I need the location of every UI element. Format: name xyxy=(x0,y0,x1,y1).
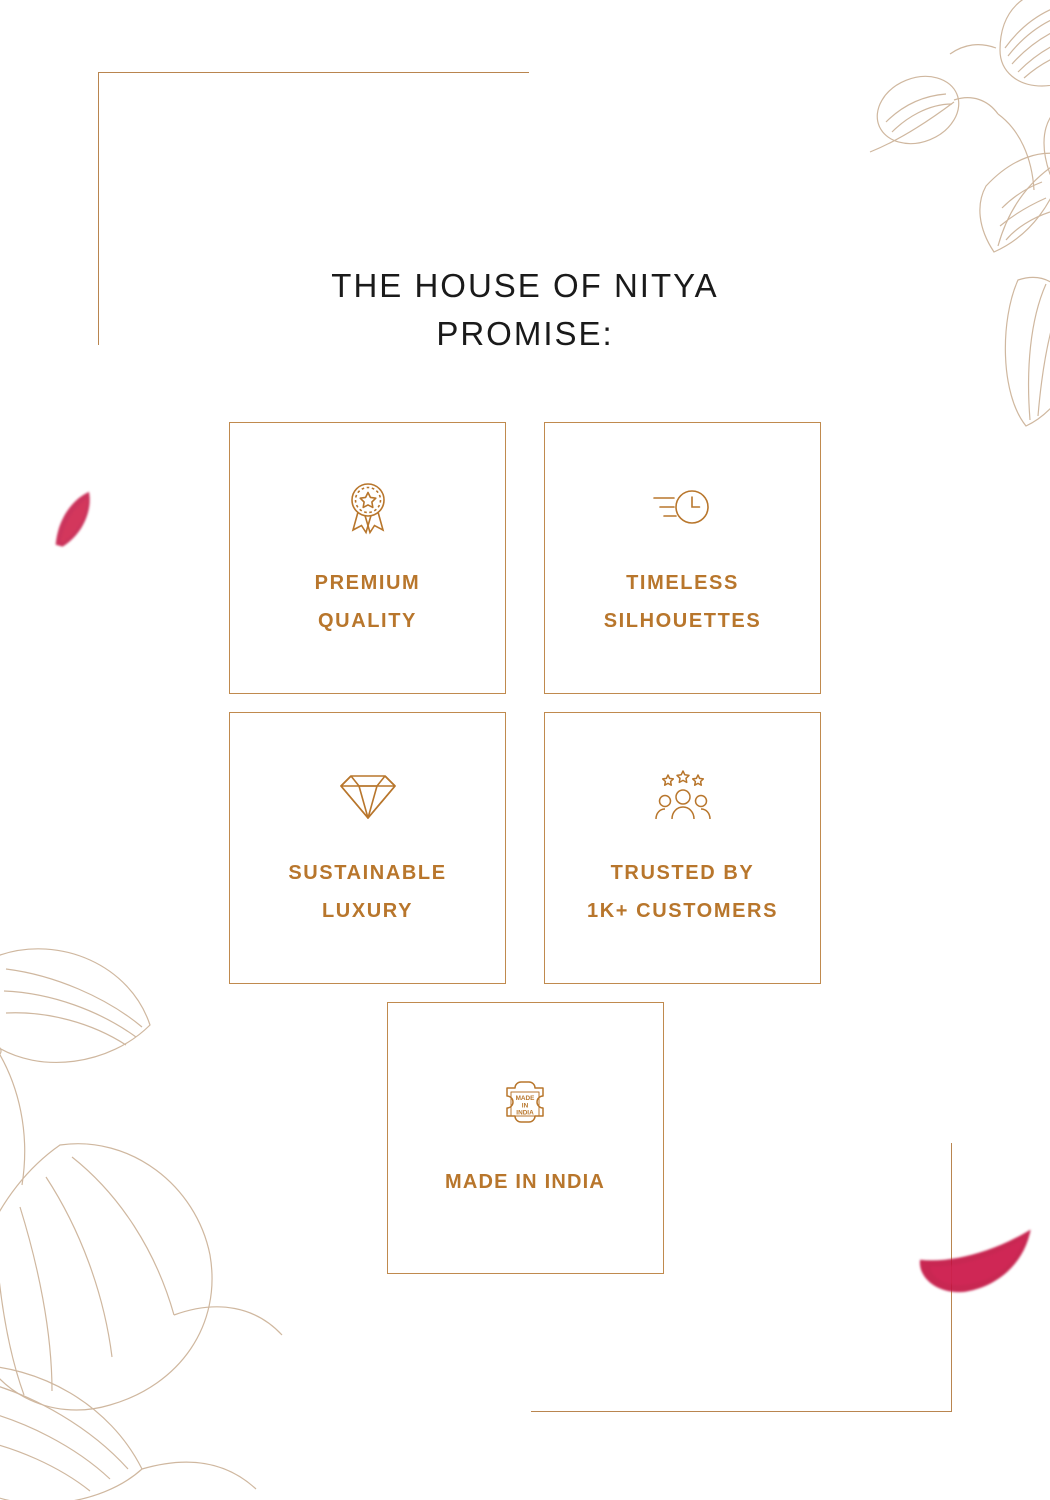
fast-clock-icon xyxy=(650,476,716,538)
promise-card-label-line-1: TIMELESS xyxy=(626,571,739,594)
promise-card-label xyxy=(276,854,458,930)
award-ribbon-icon xyxy=(341,476,395,538)
promise-card-label-line-2: SILHOUETTES xyxy=(603,609,762,632)
promise-card-timeless-silhouettes xyxy=(544,422,821,694)
promise-card-premium-quality xyxy=(229,422,506,694)
promise-card-label xyxy=(303,564,433,640)
promise-card-label xyxy=(592,564,774,640)
promise-card-label-line-2: 1K+ CUSTOMERS xyxy=(586,899,779,922)
diamond-icon xyxy=(337,766,399,828)
svg-text:MADE: MADE xyxy=(515,1094,535,1102)
promise-cards-grid-last-row xyxy=(229,1002,821,1274)
promise-card-label-line-2: LUXURY xyxy=(321,899,414,922)
promise-cards-grid xyxy=(229,422,821,984)
page-title-line-1: THE HOUSE OF NITYA xyxy=(331,267,719,304)
promise-card-label-line-1: MADE IN INDIA xyxy=(444,1170,606,1193)
customers-stars-icon xyxy=(652,766,714,828)
promise-card-label-line-1: PREMIUM xyxy=(314,571,421,594)
page-title xyxy=(245,262,805,358)
promise-card-label-line-2: QUALITY xyxy=(318,609,417,632)
svg-text:IN: IN xyxy=(521,1102,529,1110)
made-in-india-badge-icon xyxy=(497,1075,553,1137)
promise-card-sustainable-luxury xyxy=(229,712,506,984)
svg-text:INDIA: INDIA xyxy=(516,1109,534,1117)
promise-card-label xyxy=(575,854,790,930)
promise-card-label-line-1: TRUSTED BY xyxy=(610,861,755,884)
promise-card-trusted-customers xyxy=(544,712,821,984)
page-title-line-2: PROMISE: xyxy=(436,314,614,352)
promise-card-made-in-india xyxy=(387,1002,664,1274)
promise-card-label-line-1: SUSTAINABLE xyxy=(288,861,447,884)
promise-card-label xyxy=(433,1163,617,1201)
